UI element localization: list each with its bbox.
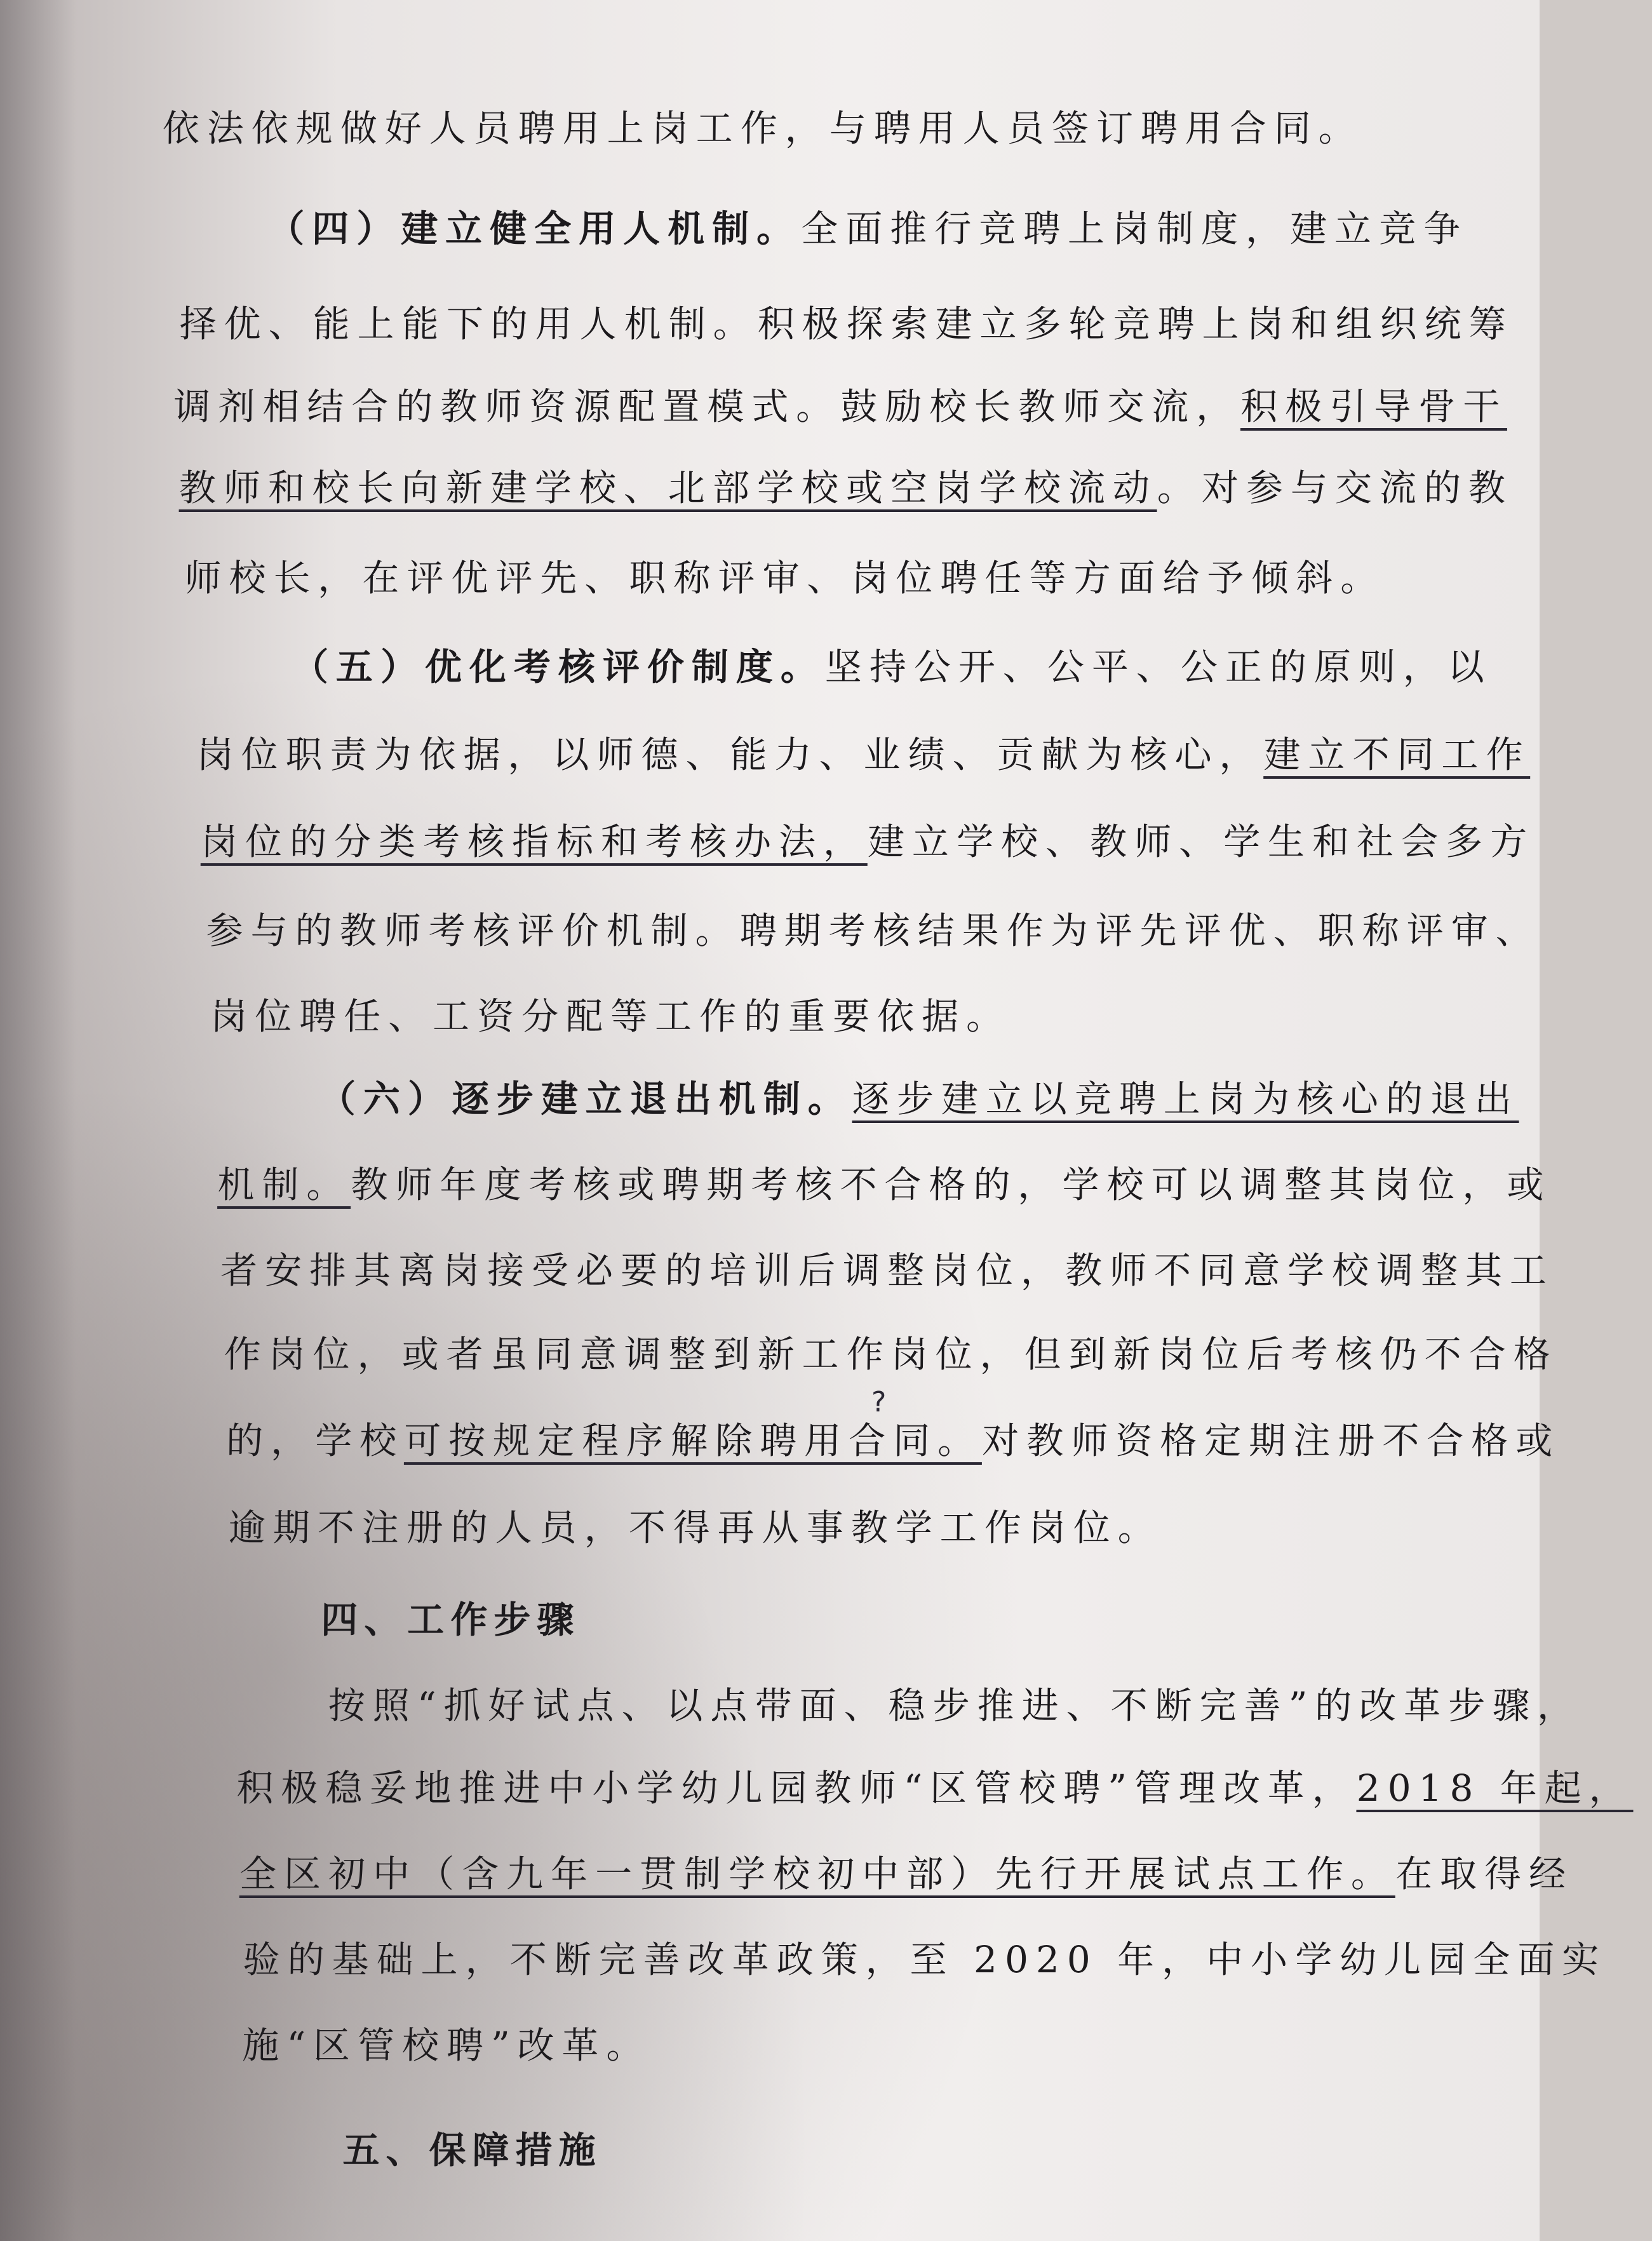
section-five-line — [292, 642, 1493, 692]
text-line — [162, 103, 1363, 154]
text-line — [242, 2020, 651, 2071]
text-line-content: 坚持公开、公平、公正的原则，以 — [824, 645, 1493, 689]
section-four-line — [267, 203, 1468, 254]
underlined-text: 机制。 — [217, 1163, 351, 1206]
underlined-text: 教师和校长向新建学校、北部学校或空岗学校流动 — [178, 466, 1158, 509]
text-line-content: 建立学校、教师、学生和社会多方 — [867, 820, 1535, 863]
text-line-content: 择优、能上能下的用人机制。积极探索建立多轮竞聘上岗和组织统筹 — [179, 302, 1514, 346]
text-line-content: 调剂相结合的教师资源配置模式。鼓励校长教师交流， — [173, 385, 1241, 428]
section-four-heading: （四）建立健全用人机制。 — [267, 207, 802, 250]
underlined-text: 可按规定程序解除聘用合同。 — [403, 1419, 983, 1462]
underlined-text: 岗位的分类考核指标和考核办法， — [200, 820, 868, 863]
text-line-content: 积极稳妥地推进中小学幼儿园教师“区管校聘”管理改革， — [236, 1767, 1357, 1810]
section-five-heading: （五）优化考核评价制度。 — [291, 645, 826, 689]
text-line — [239, 1848, 1574, 1899]
text-line — [224, 1329, 1558, 1380]
text-line-content: 。对参与交流的教 — [1157, 466, 1514, 509]
handwritten-question-mark: ? — [871, 1386, 887, 1418]
text-line-content: 验的基础上，不断完善改革政策，至 2020 年，中小学幼儿园全面实 — [243, 1938, 1607, 1981]
text-line-content: 在取得经 — [1395, 1852, 1574, 1895]
text-line-content: 按照“抓好试点、以点带面、稳步推进、不断完善”的改革步骤， — [328, 1684, 1582, 1727]
text-line-content: 岗位聘任、工资分配等工作的重要依据。 — [210, 995, 1011, 1038]
text-line — [226, 1415, 1561, 1466]
text-line — [220, 1245, 1555, 1296]
underlined-text: 逐步建立以竞聘上岗为核心的退出 — [852, 1077, 1520, 1120]
text-line-content: 全面推行竞聘上岗制度，建立竞争 — [800, 207, 1468, 250]
underlined-text: 建立不同工作 — [1263, 733, 1531, 776]
section-six-line — [318, 1073, 1519, 1124]
text-line — [236, 1763, 1634, 1814]
underlined-text: 积极引导骨干 — [1240, 385, 1508, 428]
underlined-text: 2018 年起， — [1356, 1767, 1634, 1810]
section-heading-safeguards: 五、保障措施 — [342, 2129, 602, 2172]
text-line-content: 者安排其离岗接受必要的培训后调整岗位，教师不同意学校调整其工 — [220, 1249, 1555, 1292]
text-line — [228, 1502, 1162, 1553]
text-line-content: 的，学校 — [225, 1419, 405, 1462]
text-line — [206, 905, 1540, 956]
text-line — [201, 816, 1535, 867]
text-line-content: 施“区管校聘”改革。 — [241, 2024, 651, 2067]
text-line — [184, 553, 1385, 603]
text-line-content: 教师年度考核或聘期考核不合格的，学校可以调整其岗位，或 — [351, 1163, 1552, 1206]
text-line — [196, 729, 1531, 780]
text-line-content: 对教师资格定期注册不合格或 — [981, 1419, 1561, 1462]
text-line — [243, 1934, 1606, 1985]
text-line — [179, 299, 1514, 349]
text-line-content: 作岗位，或者虽同意调整到新工作岗位，但到新岗位后考核仍不合格 — [224, 1333, 1559, 1376]
section-heading-work-steps: 四、工作步骤 — [320, 1598, 581, 1641]
text-line — [328, 1680, 1581, 1731]
underlined-text: 全区初中（含九年一贯制学校初中部）先行开展试点工作。 — [239, 1852, 1396, 1895]
text-line-content: 岗位职责为依据，以师德、能力、业绩、贡献为核心， — [196, 733, 1264, 776]
text-line — [179, 462, 1514, 513]
text-line-content: 逾期不注册的人员，不得再从事教学工作岗位。 — [228, 1506, 1163, 1549]
text-line-content: 参与的教师考核评价机制。聘期考核结果作为评先评优、职称评审、 — [206, 909, 1541, 952]
text-line-content: 师校长，在评优评先、职称评审、岗位聘任等方面给予倾斜。 — [184, 556, 1385, 600]
text-line — [173, 381, 1508, 432]
text-line — [217, 1159, 1552, 1210]
text-line — [210, 991, 1011, 1042]
text-line-content: 依法依规做好人员聘用上岗工作，与聘用人员签订聘用合同。 — [162, 107, 1364, 150]
section-six-heading: （六）逐步建立退出机制。 — [318, 1077, 853, 1120]
